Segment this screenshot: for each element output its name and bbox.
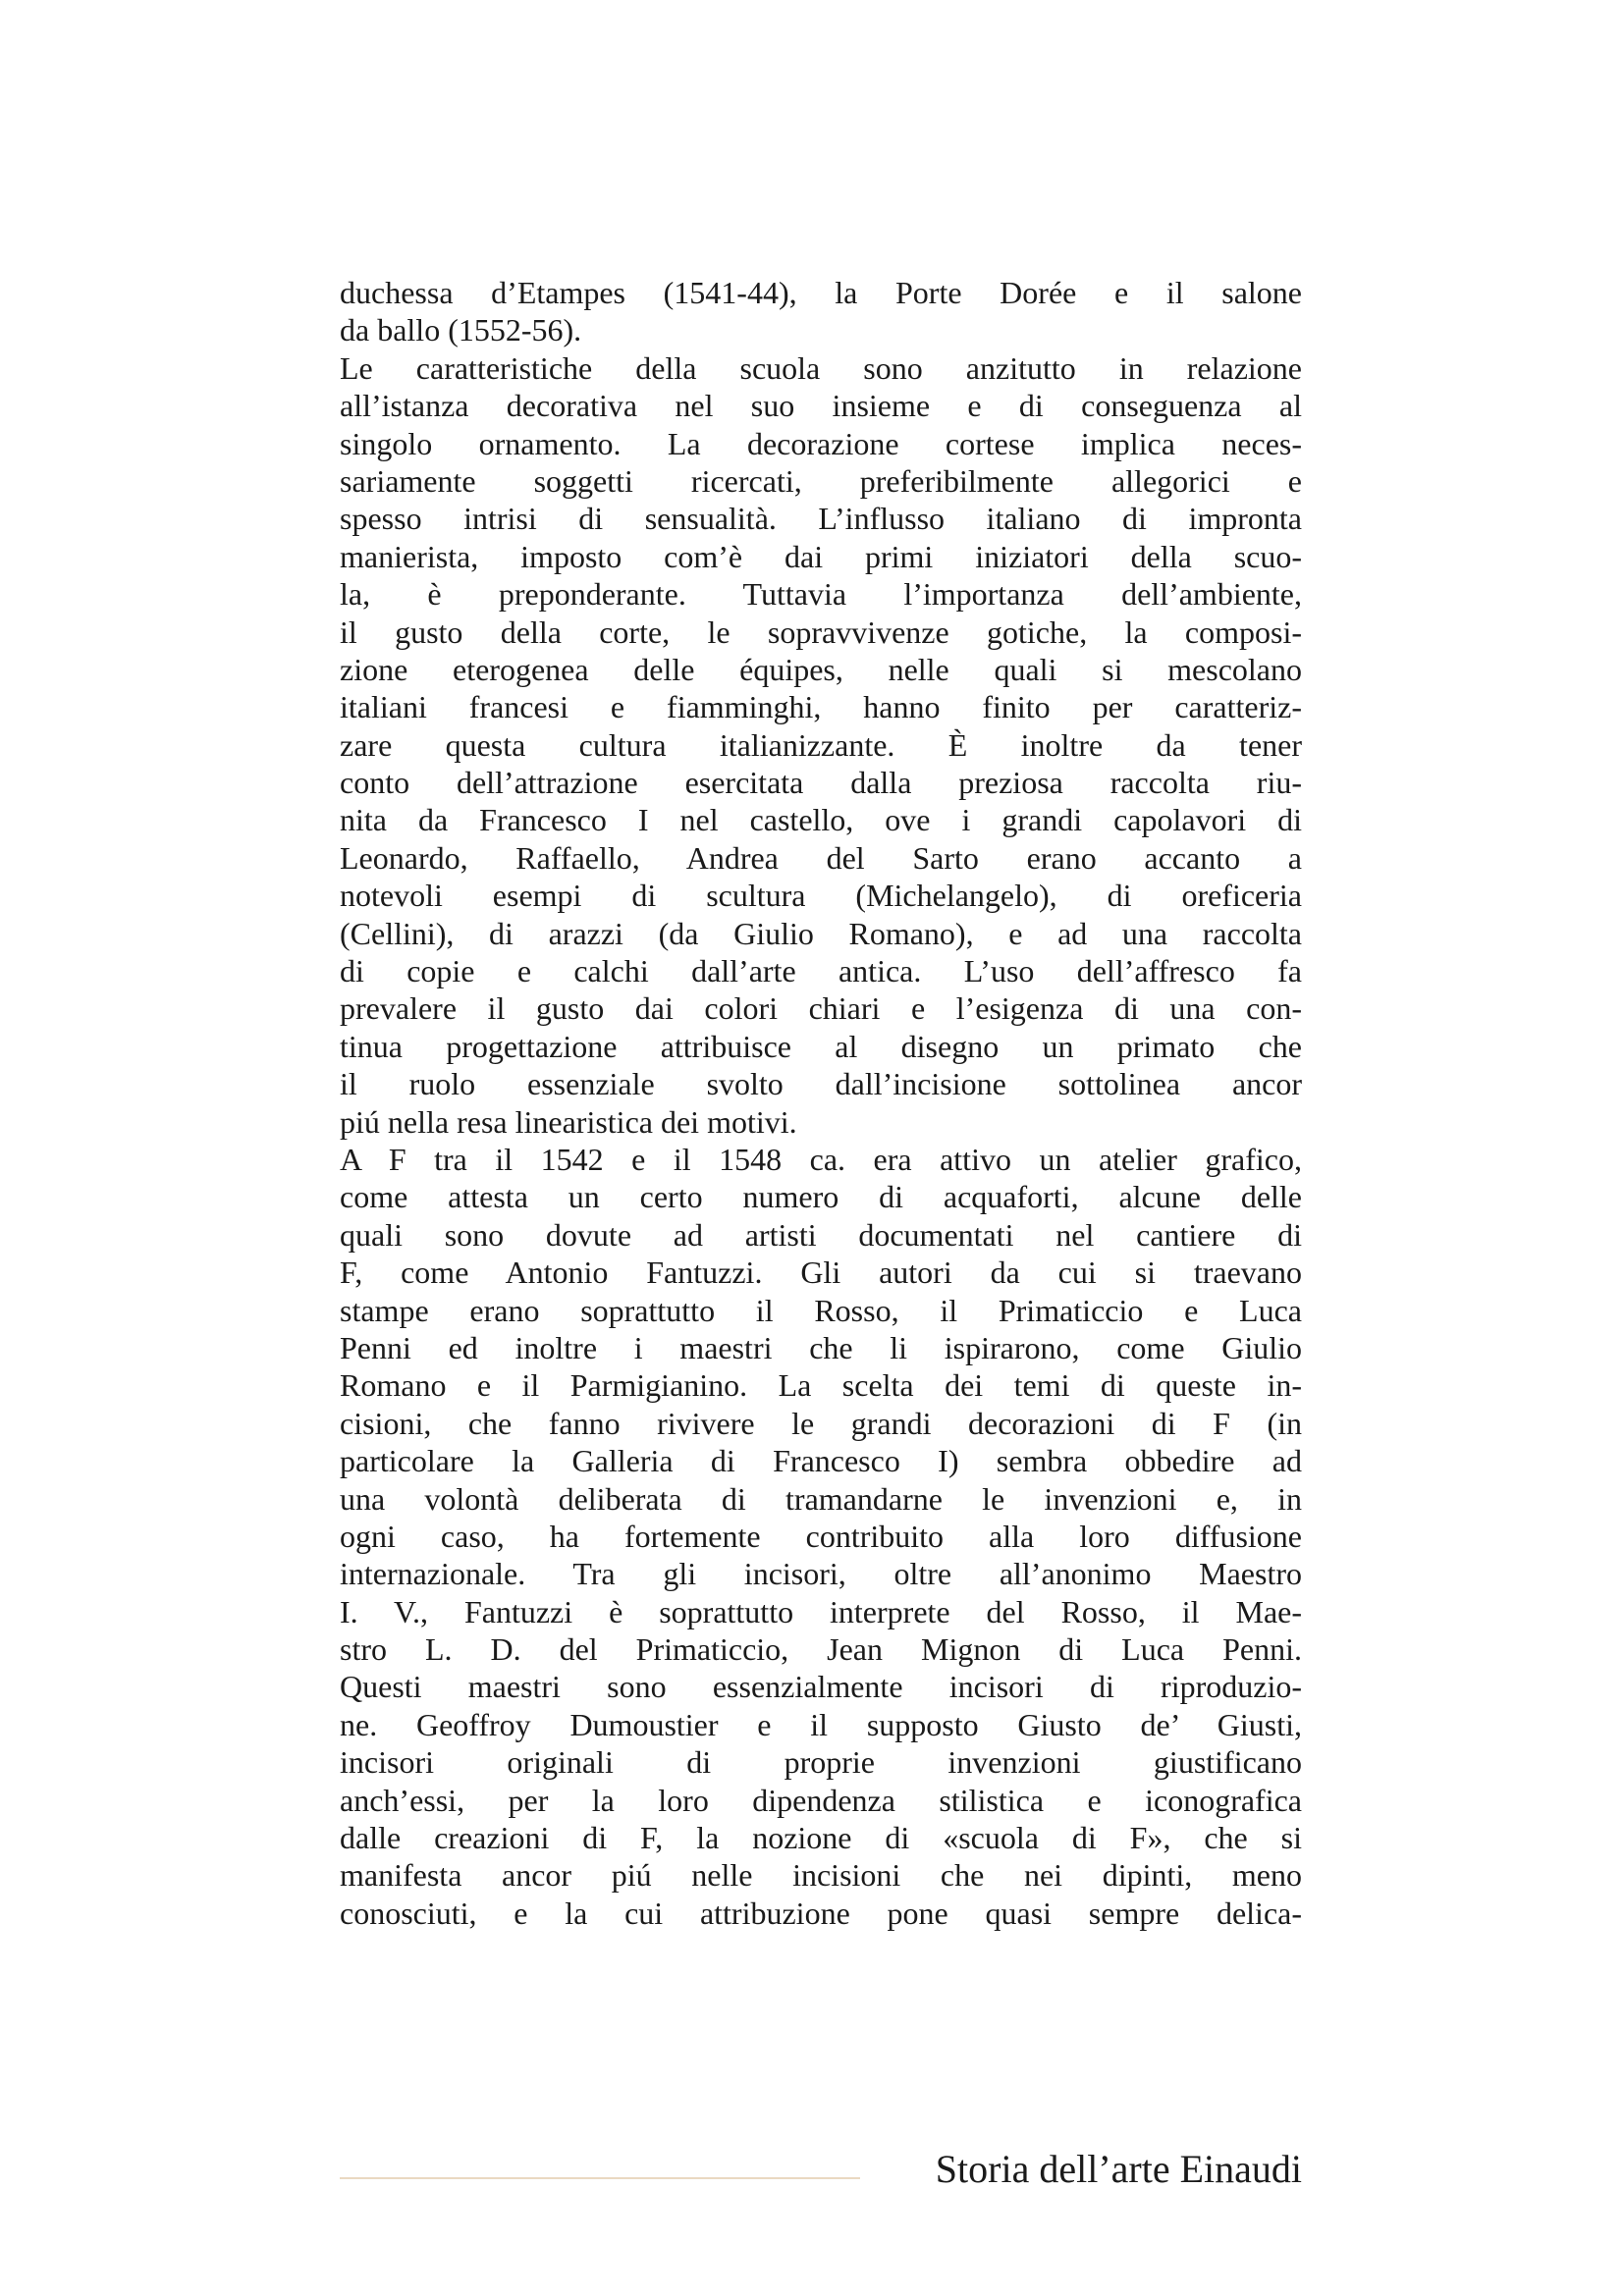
- text-line: conto dell’attrazione esercitata dalla preziosa raccolta riu-: [340, 765, 1302, 801]
- body-text: [340, 274, 1302, 1932]
- text-line: la, è preponderante. Tuttavia l’importanza dell’ambiente,: [340, 576, 1302, 613]
- text-line: singolo ornamento. La decorazione cortese implica neces-: [340, 425, 1302, 461]
- text-line: internazionale. Tra gli incisori, oltre all’anonimo Maestro: [340, 1556, 1302, 1592]
- text-line: stro L. D. del Primaticcio, Jean Mignon di Luca Penni.: [340, 1631, 1302, 1668]
- text-line: particolare la Galleria di Francesco I) sembra obbedire ad: [340, 1443, 1302, 1479]
- text-line: zione eterogenea delle équipes, nelle quali si mescolano: [340, 651, 1302, 687]
- text-line: ne. Geoffroy Dumoustier e il supposto Giusto de’ Giusti,: [340, 1706, 1302, 1742]
- text-line: da ballo (1552-56).: [340, 312, 582, 348]
- text-line: Questi maestri sono essenzialmente incisori di riproduzio-: [340, 1669, 1302, 1705]
- text-line: zare questa cultura italianizzante. È inoltre da tener: [340, 726, 1302, 763]
- text-line: di copie e calchi dall’arte antica. L’uso dell’affresco fa: [340, 953, 1302, 989]
- text-line: A F tra il 1542 e il 1548 ca. era attivo un atelier grafico,: [340, 1141, 1302, 1177]
- text-line: dalle creazioni di F, la nozione di «scuola di F», che si: [340, 1820, 1302, 1856]
- text-line: all’istanza decorativa nel suo insieme e di conseguenza al: [340, 388, 1302, 424]
- text-line: piú nella resa linearistica dei motivi.: [340, 1103, 797, 1140]
- text-line: ogni caso, ha fortemente contribuito alla loro diffusione: [340, 1518, 1302, 1554]
- text-line: prevalere il gusto dai colori chiari e l’esigenza di una con-: [340, 990, 1302, 1027]
- text-line: il ruolo essenziale svolto dall’incisione sottolinea ancor: [340, 1066, 1302, 1102]
- text-line: Penni ed inoltre i maestri che li ispirarono, come Giulio: [340, 1329, 1302, 1365]
- footer-divider: [340, 2177, 860, 2179]
- text-line: Leonardo, Raffaello, Andrea del Sarto erano accanto a: [340, 839, 1302, 876]
- text-line: spesso intrisi di sensualità. L’influsso italiano di impronta: [340, 501, 1302, 537]
- text-line: il gusto della corte, le sopravvivenze gotiche, la composi-: [340, 614, 1302, 650]
- footer-publication-title: Storia dell’arte Einaudi: [935, 2147, 1302, 2191]
- text-line: come attesta un certo numero di acquaforti, alcune delle: [340, 1179, 1302, 1215]
- text-line: manifesta ancor piú nelle incisioni che nei dipinti, meno: [340, 1857, 1302, 1894]
- text-line: italiani francesi e fiamminghi, hanno finito per caratteriz-: [340, 689, 1302, 725]
- text-line: notevoli esempi di scultura (Michelangelo), di oreficeria: [340, 878, 1302, 914]
- text-line: anch’essi, per la loro dipendenza stilistica e iconografica: [340, 1782, 1302, 1818]
- text-line: quali sono dovute ad artisti documentati nel cantiere di: [340, 1216, 1302, 1253]
- text-line: (Cellini), di arazzi (da Giulio Romano), e ad una raccolta: [340, 915, 1302, 951]
- text-line: duchessa d’Etampes (1541-44), la Porte Dorée e il salone: [340, 275, 1302, 310]
- text-line: una volontà deliberata di tramandarne le invenzioni e, in: [340, 1480, 1302, 1517]
- text-line: tinua progettazione attribuisce al disegno un primato che: [340, 1028, 1302, 1064]
- text-line: Le caratteristiche della scuola sono anzitutto in relazione: [340, 349, 1302, 386]
- text-line: I. V., Fantuzzi è soprattutto interprete del Rosso, il Mae-: [340, 1593, 1302, 1629]
- text-line: conosciuti, e la cui attribuzione pone quasi sempre delica-: [340, 1895, 1302, 1931]
- text-line: sariamente soggetti ricercati, preferibilmente allegorici e: [340, 462, 1302, 499]
- text-line: manierista, imposto com’è dai primi iniziatori della scuo-: [340, 538, 1302, 574]
- text-line: nita da Francesco I nel castello, ove i grandi capolavori di: [340, 802, 1302, 838]
- text-line: Romano e il Parmigianino. La scelta dei temi di queste in-: [340, 1367, 1302, 1404]
- text-line: cisioni, che fanno rivivere le grandi decorazioni di F (in: [340, 1405, 1302, 1441]
- text-line: incisori originali di proprie invenzioni giustificano: [340, 1744, 1302, 1781]
- text-line: stampe erano soprattutto il Rosso, il Primaticcio e Luca: [340, 1292, 1302, 1328]
- text-line: F, come Antonio Fantuzzi. Gli autori da cui si traevano: [340, 1255, 1302, 1291]
